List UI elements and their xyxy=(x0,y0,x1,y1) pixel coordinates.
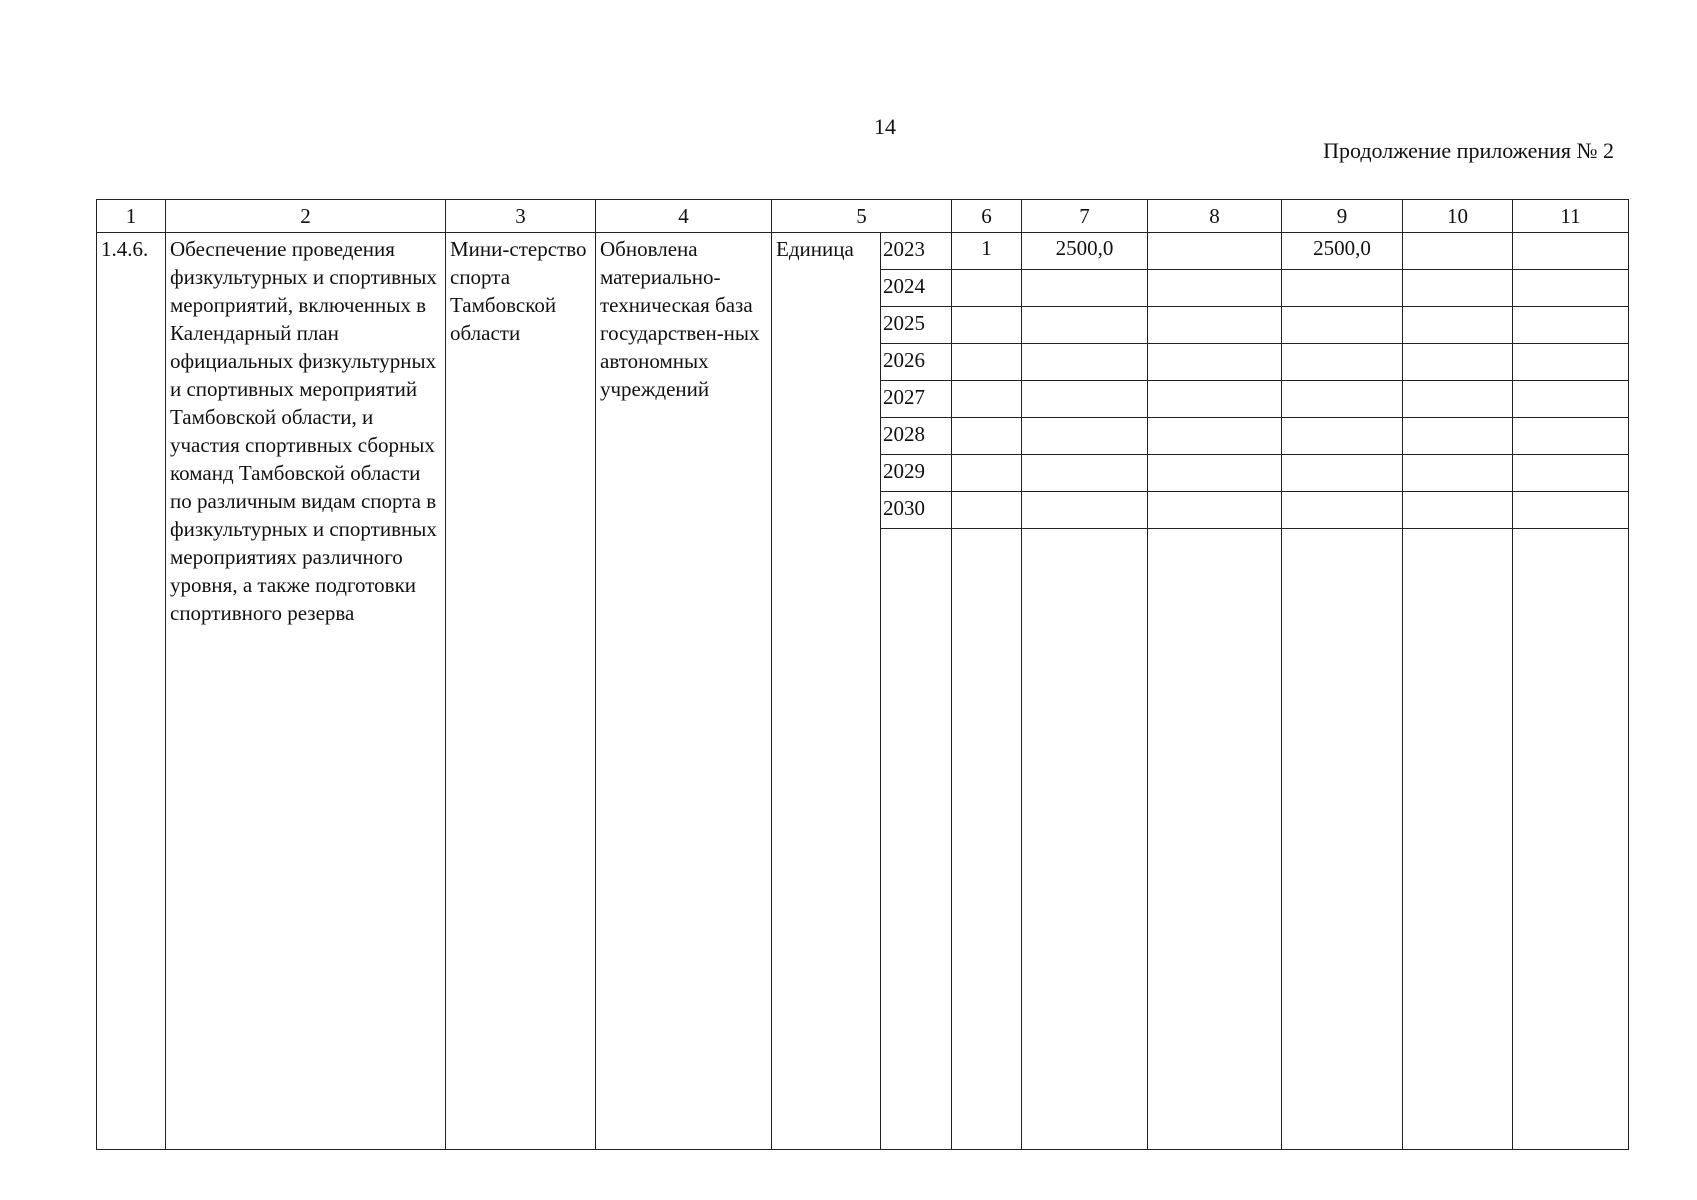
table-row xyxy=(97,233,1629,270)
page-number: 14 xyxy=(874,114,896,139)
empty-cell xyxy=(1022,381,1148,418)
empty-cell xyxy=(952,529,1022,1150)
appendix-note: Продолжение приложения № 2 xyxy=(1323,138,1614,163)
empty-cell xyxy=(1282,455,1403,492)
empty-cell xyxy=(952,307,1022,344)
empty-cell xyxy=(1513,529,1629,1150)
header-cell: 8 xyxy=(1148,200,1282,233)
empty-cell xyxy=(1022,307,1148,344)
empty-cell xyxy=(1148,455,1282,492)
empty-cell xyxy=(1403,233,1513,270)
year-cell: 2029 xyxy=(881,455,952,492)
header-cell: 3 xyxy=(446,200,596,233)
empty-cell xyxy=(1513,344,1629,381)
empty-cell xyxy=(1403,455,1513,492)
header-cell: 5 xyxy=(772,200,952,233)
event-description: Обеспечение проведения физкультурных и спортивных мероприятий, включенных в Календарный план официальных физкультурных и спортивных мероприятий Тамбовской области, и участия спортивных сборных команд Тамбовской области по различным видам спорта в физкультурных и спортивных мероприятиях различного уровня, а также подготовки спортивного резерва xyxy=(166,233,446,1150)
header-cell: 6 xyxy=(952,200,1022,233)
year-cell: 2025 xyxy=(881,307,952,344)
value-col6: 1 xyxy=(952,233,1022,270)
value-col7: 2500,0 xyxy=(1022,233,1148,270)
header-cell: 9 xyxy=(1282,200,1403,233)
empty-cell xyxy=(952,455,1022,492)
empty-cell xyxy=(1513,233,1629,270)
empty-cell xyxy=(1148,418,1282,455)
value-col9: 2500,0 xyxy=(1282,233,1403,270)
empty-cell xyxy=(881,529,952,1150)
row-number: 1.4.6. xyxy=(97,233,166,1150)
header-cell: 10 xyxy=(1403,200,1513,233)
empty-cell xyxy=(1282,529,1403,1150)
header-cell: 4 xyxy=(596,200,772,233)
header-cell: 2 xyxy=(166,200,446,233)
empty-cell xyxy=(1282,344,1403,381)
empty-cell xyxy=(1022,455,1148,492)
empty-cell xyxy=(1513,418,1629,455)
empty-cell xyxy=(1403,307,1513,344)
empty-cell xyxy=(1148,529,1282,1150)
empty-cell xyxy=(1513,381,1629,418)
empty-cell xyxy=(1403,418,1513,455)
empty-cell xyxy=(1513,307,1629,344)
empty-cell xyxy=(1148,492,1282,529)
empty-cell xyxy=(1148,381,1282,418)
empty-cell xyxy=(1403,344,1513,381)
empty-cell xyxy=(952,381,1022,418)
unit: Единица xyxy=(772,233,881,1150)
empty-cell xyxy=(1022,492,1148,529)
empty-cell xyxy=(1148,344,1282,381)
empty-cell xyxy=(1403,492,1513,529)
year-cell: 2028 xyxy=(881,418,952,455)
empty-cell xyxy=(1148,307,1282,344)
empty-cell xyxy=(1513,492,1629,529)
empty-cell xyxy=(1513,455,1629,492)
empty-cell xyxy=(1282,418,1403,455)
year-cell: 2023 xyxy=(881,233,952,270)
header-cell: 1 xyxy=(97,200,166,233)
empty-cell xyxy=(1282,492,1403,529)
result-description: Обновлена материально-техническая база государствен-ных автономных учреждений xyxy=(596,233,772,1150)
empty-cell xyxy=(1403,270,1513,307)
empty-cell xyxy=(952,270,1022,307)
empty-cell xyxy=(952,418,1022,455)
header-row xyxy=(97,200,1629,233)
empty-cell xyxy=(1148,270,1282,307)
empty-cell xyxy=(952,344,1022,381)
empty-cell xyxy=(1022,270,1148,307)
year-cell: 2024 xyxy=(881,270,952,307)
year-cell: 2027 xyxy=(881,381,952,418)
empty-cell xyxy=(952,492,1022,529)
empty-cell xyxy=(1148,233,1282,270)
empty-cell xyxy=(1022,344,1148,381)
empty-cell xyxy=(1403,529,1513,1150)
year-cell: 2026 xyxy=(881,344,952,381)
header-cell: 11 xyxy=(1513,200,1629,233)
empty-cell xyxy=(1282,307,1403,344)
empty-cell xyxy=(1513,270,1629,307)
header-cell: 7 xyxy=(1022,200,1148,233)
empty-cell xyxy=(1282,270,1403,307)
year-cell: 2030 xyxy=(881,492,952,529)
empty-cell xyxy=(1022,529,1148,1150)
empty-cell xyxy=(1282,381,1403,418)
appendix-table xyxy=(96,199,1629,1150)
empty-cell xyxy=(1022,418,1148,455)
executor: Мини-стерство спорта Тамбовской области xyxy=(446,233,596,1150)
empty-cell xyxy=(1403,381,1513,418)
